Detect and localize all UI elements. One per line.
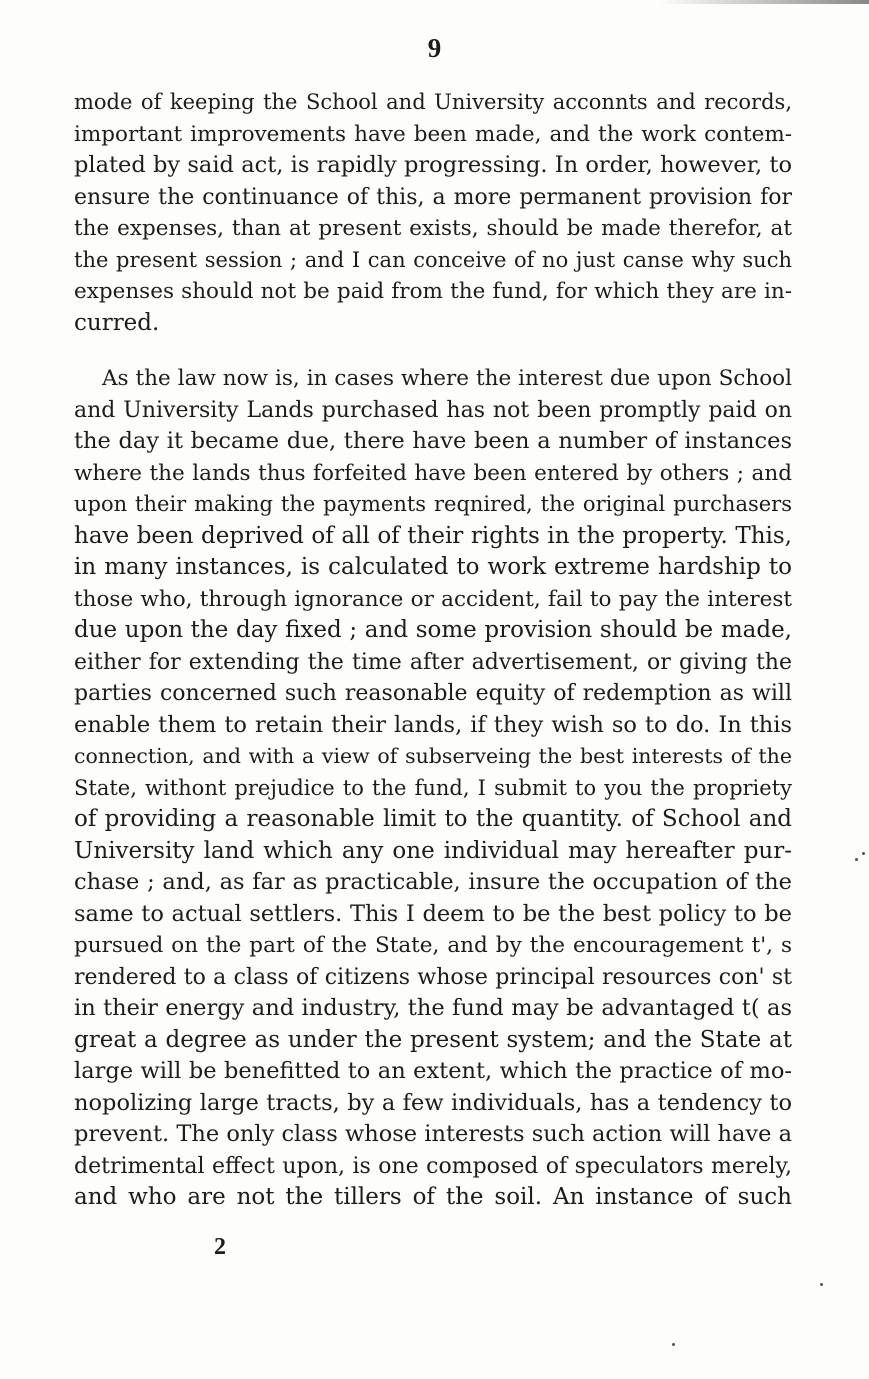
- text-line: As the law now is, in cases where the interest due upon School: [102, 366, 792, 391]
- text-line: parties concerned such reasonable equity of redemption as will: [74, 681, 792, 706]
- text-line: either for extending the time after advertisement, or giving the: [74, 649, 792, 675]
- text-line: in their energy and industry, the fund may be advantaged t( as: [74, 995, 792, 1021]
- text-line: pursued on the part of the State, and by the encouragement t', s: [74, 933, 792, 958]
- text-line: the expenses, than at present exists, should be made therefor, at: [74, 216, 792, 241]
- text-line: the day it became due, there have been a number of instances: [74, 428, 792, 454]
- paragraph-2: [74, 363, 792, 1214]
- text-line: enable them to retain their lands, if they wish so to do. In this: [74, 711, 792, 738]
- scan-speck: [862, 852, 865, 855]
- text-line: great a degree as under the present system; and the State at: [74, 1026, 792, 1053]
- page-number: 9: [427, 33, 442, 63]
- text-line: due upon the day fixed ; and some provision should be made,: [74, 617, 792, 643]
- text-line: State, withont prejudice to the fund, I submit to you the propriety: [74, 775, 792, 800]
- text-line: and University Lands purchased has not been promptly paid on: [74, 397, 792, 423]
- scan-speck: [855, 858, 858, 861]
- signature-mark: 2: [214, 1234, 226, 1260]
- text-line: prevent. The only class whose interests such action will have a: [74, 1121, 792, 1147]
- text-line: connection, and with a view of subserveing the best interests of the: [74, 744, 792, 768]
- text-line: and who are not the tillers of the soil. An instance of such: [74, 1184, 792, 1210]
- text-line: have been deprived of all of their rights in the property. This,: [74, 522, 792, 549]
- text-line: in many instances, is calculated to work extreme hardship to: [74, 554, 792, 580]
- text-line: where the lands thus forfeited have been entered by others ; and: [74, 460, 792, 486]
- scan-edge-mark: [659, 0, 869, 4]
- text-line: the present session ; and I can conceive of no just canse why such: [74, 247, 792, 272]
- text-line: of providing a reasonable limit to the quantity. of School and: [74, 806, 792, 832]
- text-line: important improvements have been made, and the work contem-: [74, 121, 792, 147]
- text-line: plated by said act, is rapidly progressing. In order, however, to: [74, 152, 792, 178]
- paragraph-1: [74, 87, 792, 339]
- text-line: upon their making the payments reqnired, the original purchasers: [74, 492, 792, 516]
- scan-speck: [672, 1343, 675, 1346]
- text-line: University land which any one individual may hereafter pur-: [74, 837, 792, 864]
- text-line: ensure the continuance of this, a more permanent provision for: [74, 184, 792, 210]
- text-line: large will be benefitted to an extent, which the practice of mo-: [74, 1058, 792, 1084]
- text-line: those who, through ignorance or accident, fail to pay the interest: [74, 586, 792, 612]
- text-line: nopolizing large tracts, by a few individuals, has a tendency to: [74, 1089, 792, 1116]
- text-line: chase ; and, as far as practicable, insure the occupation of the: [74, 869, 792, 895]
- text-line: curred.: [74, 309, 160, 336]
- text-line: detrimental effect upon, is one composed of speculators merely,: [74, 1153, 792, 1179]
- text-line: rendered to a class of citizens whose principal resources con' st: [74, 964, 792, 990]
- text-line: expenses should not be paid from the fund, for which they are in-: [74, 279, 792, 304]
- text-line: mode of keeping the School and University acconnts and records,: [74, 90, 792, 114]
- scan-speck: [820, 1283, 823, 1286]
- text-line: same to actual settlers. This I deem to be the best policy to be: [74, 900, 792, 927]
